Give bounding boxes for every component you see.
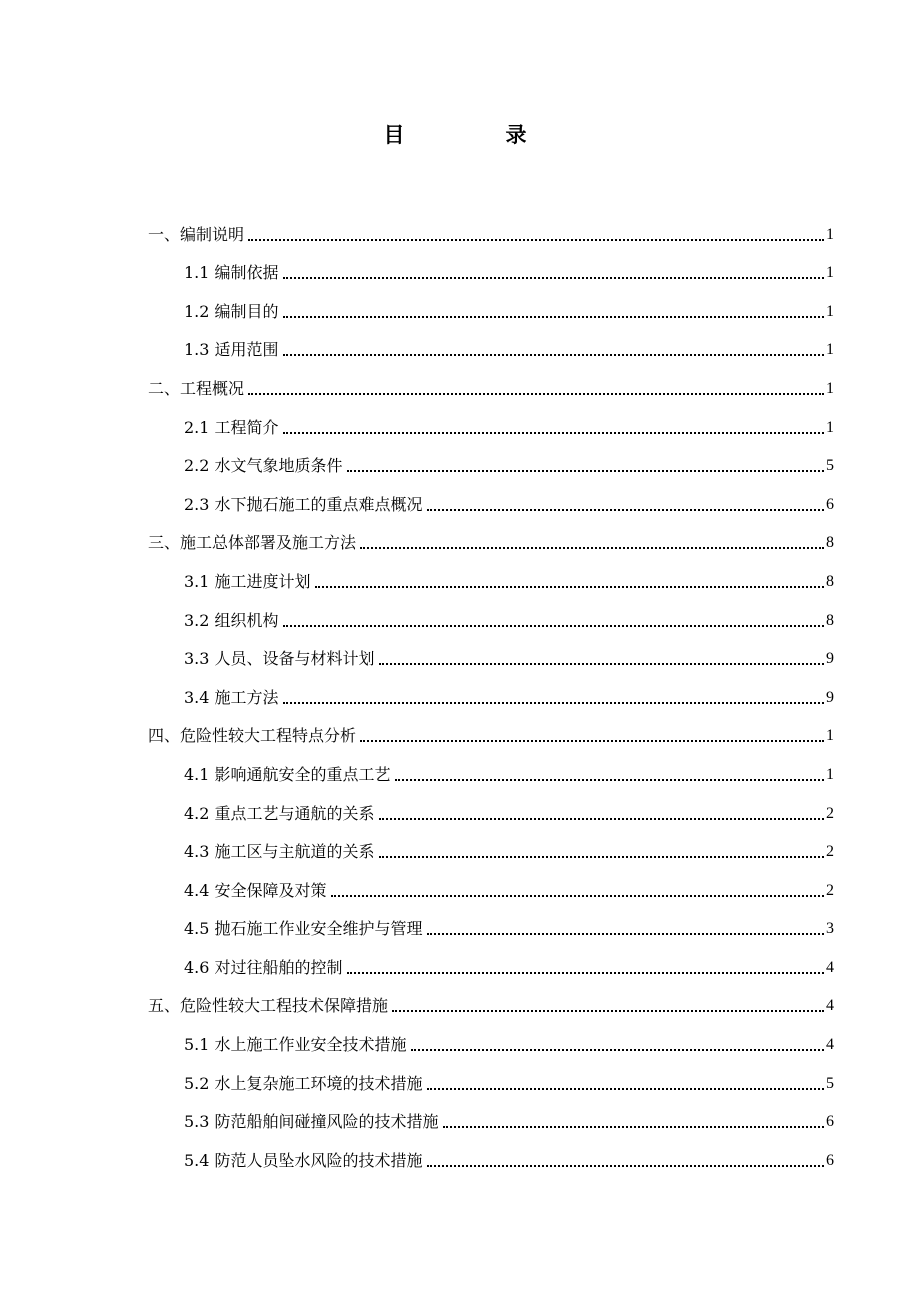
toc-page-number: 5 xyxy=(826,457,834,475)
toc-page-number: 1 xyxy=(826,727,834,745)
toc-dot-leader xyxy=(379,663,824,665)
toc-entry-label: 2.1 工程简介 xyxy=(184,417,279,437)
toc-dot-leader xyxy=(379,856,824,858)
toc-page-number: 6 xyxy=(826,495,834,513)
toc-entry-label: 1.2 编制目的 xyxy=(184,301,279,321)
toc-entry-label: 五、危险性较大工程技术保障措施 xyxy=(148,996,389,1016)
toc-entry-label: 4.1 影响通航安全的重点工艺 xyxy=(184,764,391,784)
toc-entry-label: 3.4 施工方法 xyxy=(184,687,279,707)
toc-page-number: 1 xyxy=(826,264,834,282)
toc-section-entry[interactable] xyxy=(148,515,834,554)
toc-page-number: 2 xyxy=(826,804,834,822)
toc-dot-leader xyxy=(248,239,824,241)
toc-entry-label: 3.3 人员、设备与材料计划 xyxy=(184,649,375,669)
toc-page-number: 4 xyxy=(826,1036,834,1054)
toc-page-number: 9 xyxy=(826,650,834,668)
toc-page-number: 5 xyxy=(826,1074,834,1092)
toc-page-number: 8 xyxy=(826,572,834,590)
toc-dot-leader xyxy=(283,432,824,434)
toc-dot-leader xyxy=(395,779,824,781)
toc-dot-leader xyxy=(360,740,824,742)
toc-subsection-entry[interactable] xyxy=(148,399,834,438)
toc-subsection-entry[interactable] xyxy=(148,824,834,863)
toc-dot-leader xyxy=(283,702,824,704)
toc-page-number: 1 xyxy=(826,341,834,359)
toc-page-number: 2 xyxy=(826,881,834,899)
toc-dot-leader xyxy=(392,1010,824,1012)
toc-subsection-entry[interactable] xyxy=(148,592,834,631)
toc-subsection-entry[interactable] xyxy=(148,631,834,670)
toc-page-number: 8 xyxy=(826,611,834,629)
toc-page-number: 6 xyxy=(826,1151,834,1169)
toc-subsection-entry[interactable] xyxy=(148,785,834,824)
toc-dot-leader xyxy=(283,354,824,356)
toc-dot-leader xyxy=(427,1165,824,1167)
toc-entry-label: 1.3 适用范围 xyxy=(184,340,279,360)
toc-entry-label: 4.3 施工区与主航道的关系 xyxy=(184,842,375,862)
toc-list xyxy=(148,206,834,1171)
toc-entry-label: 4.6 对过往船舶的控制 xyxy=(184,957,343,977)
toc-dot-leader xyxy=(427,1088,824,1090)
toc-page-number: 8 xyxy=(826,534,834,552)
toc-page-number: 6 xyxy=(826,1113,834,1131)
toc-entry-label: 1.1 编制依据 xyxy=(184,263,279,283)
toc-page-number: 1 xyxy=(826,418,834,436)
toc-dot-leader xyxy=(360,547,824,549)
toc-dot-leader xyxy=(427,509,824,511)
toc-subsection-entry[interactable] xyxy=(148,438,834,477)
toc-dot-leader xyxy=(443,1126,824,1128)
toc-dot-leader xyxy=(331,895,824,897)
toc-dot-leader xyxy=(248,393,824,395)
toc-subsection-entry[interactable] xyxy=(148,283,834,322)
toc-entry-label: 四、危险性较大工程特点分析 xyxy=(148,726,357,746)
toc-page-number: 1 xyxy=(826,302,834,320)
toc-page-number: 9 xyxy=(826,688,834,706)
toc-page-number: 1 xyxy=(826,225,834,243)
toc-entry-label: 4.5 抛石施工作业安全维护与管理 xyxy=(184,919,423,939)
toc-entry-label: 2.3 水下抛石施工的重点难点概况 xyxy=(184,494,423,514)
toc-subsection-entry[interactable] xyxy=(148,746,834,785)
toc-dot-leader xyxy=(379,818,824,820)
toc-section-entry[interactable] xyxy=(148,978,834,1017)
toc-entry-label: 一、编制说明 xyxy=(148,224,245,244)
toc-dot-leader xyxy=(347,470,824,472)
toc-page-number: 4 xyxy=(826,997,834,1015)
toc-entry-label: 5.2 水上复杂施工环境的技术措施 xyxy=(184,1073,423,1093)
toc-entry-label: 3.2 组织机构 xyxy=(184,610,279,630)
toc-page-number: 1 xyxy=(826,765,834,783)
toc-entry-label: 5.3 防范船舶间碰撞风险的技术措施 xyxy=(184,1112,439,1132)
toc-subsection-entry[interactable] xyxy=(148,245,834,284)
toc-page-number: 1 xyxy=(826,379,834,397)
toc-section-entry[interactable] xyxy=(148,708,834,747)
toc-entry-label: 4.2 重点工艺与通航的关系 xyxy=(184,803,375,823)
toc-subsection-entry[interactable] xyxy=(148,553,834,592)
toc-subsection-entry[interactable] xyxy=(148,1055,834,1094)
toc-page-number: 2 xyxy=(826,843,834,861)
toc-entry-label: 5.4 防范人员坠水风险的技术措施 xyxy=(184,1150,423,1170)
toc-dot-leader xyxy=(427,933,824,935)
toc-subsection-entry[interactable] xyxy=(148,939,834,978)
toc-entry-label: 4.4 安全保障及对策 xyxy=(184,880,327,900)
toc-subsection-entry[interactable] xyxy=(148,476,834,515)
toc-subsection-entry[interactable] xyxy=(148,669,834,708)
toc-entry-label: 2.2 水文气象地质条件 xyxy=(184,456,343,476)
toc-page-number: 3 xyxy=(826,920,834,938)
toc-dot-leader xyxy=(283,316,824,318)
toc-page-number: 4 xyxy=(826,958,834,976)
toc-entry-label: 三、施工总体部署及施工方法 xyxy=(148,533,357,553)
toc-dot-leader xyxy=(283,625,824,627)
toc-subsection-entry[interactable] xyxy=(148,1016,834,1055)
toc-entry-label: 5.1 水上施工作业安全技术措施 xyxy=(184,1035,407,1055)
toc-dot-leader xyxy=(347,972,824,974)
toc-subsection-entry[interactable] xyxy=(148,1094,834,1133)
toc-entry-label: 二、工程概况 xyxy=(148,378,245,398)
toc-entry-label: 3.1 施工进度计划 xyxy=(184,571,311,591)
toc-subsection-entry[interactable] xyxy=(148,1132,834,1171)
toc-dot-leader xyxy=(411,1049,824,1051)
toc-subsection-entry[interactable] xyxy=(148,862,834,901)
toc-section-entry[interactable] xyxy=(148,206,834,245)
toc-subsection-entry[interactable] xyxy=(148,901,834,940)
toc-title: 目 录 xyxy=(383,122,567,147)
toc-subsection-entry[interactable] xyxy=(148,322,834,361)
toc-dot-leader xyxy=(315,586,824,588)
toc-dot-leader xyxy=(283,277,824,279)
toc-section-entry[interactable] xyxy=(148,360,834,399)
